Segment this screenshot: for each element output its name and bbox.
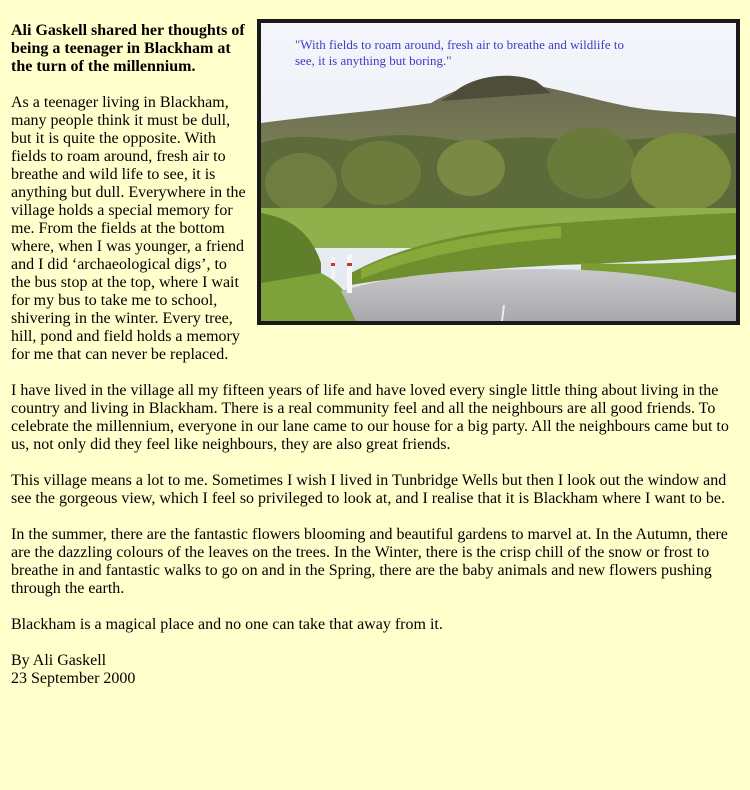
article-paragraph: I have lived in the village all my fifteen years of life and have loved every single little thing about living in the country and living in Blackham. There is a real community feel and all the neighbours are all good friends. To celebrate the millennium, everyone in our lane came to our house for a big party. All the neighbours came but to us, not only did they feel like neighbours, they are also great friends.: [11, 382, 729, 453]
article-paragraph: Blackham is a magical place and no one can take that away from it.: [11, 616, 443, 633]
article-intro: Ali Gaskell shared her thoughts of being a teenager in Blackham at the turn of the millennium.: [11, 22, 245, 75]
countryside-photo: [257, 19, 740, 325]
article-paragraph: This village means a lot to me. Sometimes I wish I lived in Tunbridge Wells but then I look out the window and see the gorgeous view, which I feel so privileged to look at, and I realise that it is Blackham where I want to be.: [11, 472, 727, 507]
photo-quote: "With fields to roam around, fresh air to breathe and wildlife to see, it is anything but boring.": [295, 37, 624, 68]
article-author: By Ali Gaskell: [11, 652, 107, 669]
article-date: 23 September 2000: [11, 670, 136, 687]
article-paragraph: As a teenager living in Blackham, many people think it must be dull, but it is quite the opposite. With fields to roam around, fresh air to breathe and wild life to see, it is anything but dull. Everywhere in the village holds a special memory for me. From the fields at the bottom where, when I was younger, a friend and I did ‘archaeological digs’, to the bus stop at the top, where I wait for my bus to take me to school, shivering in the winter. Every tree, hill, pond and field holds a memory for me that can never be replaced.: [11, 94, 246, 363]
article-paragraph: In the summer, there are the fantastic flowers blooming and beautiful gardens to marvel at. In the Autumn, there are the dazzling colours of the leaves on the trees. In the Winter, there is the crisp chill of the snow or frost to breathe in and fantastic walks to go on and in the Spring, there are the baby animals and new flowers pushing through the earth.: [11, 526, 728, 597]
